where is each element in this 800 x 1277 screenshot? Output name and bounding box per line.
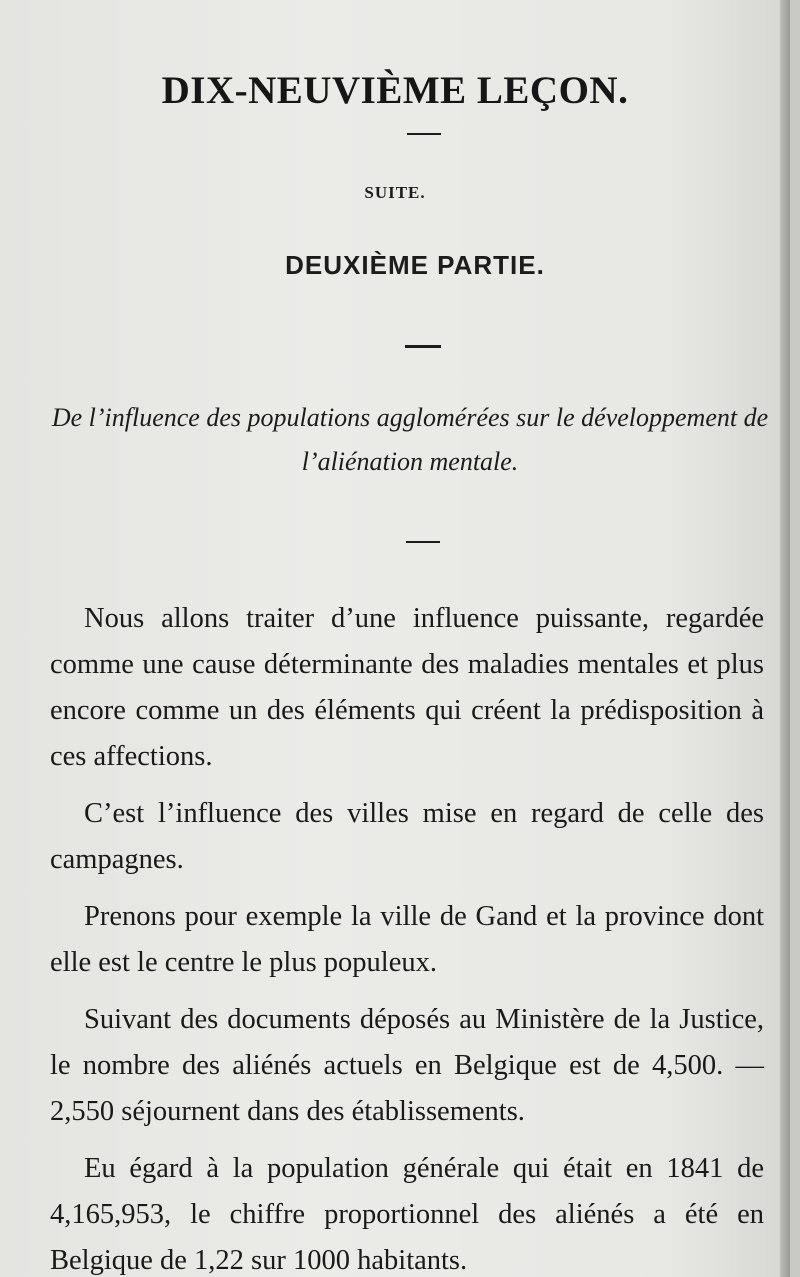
paragraph: Nous allons traiter d’une influence puissante, regardée comme une cause déterminante des maladies mentales et plus encore comme un des éléments qui créent la prédisposition à ces affections. [50, 603, 764, 772]
paragraph: Eu égard à la population générale qui était en 1841 de 4,165,953, le chiffre proportionnel des aliénés a été en Belgique de 1,22 sur 1000 habitants. [50, 1153, 764, 1276]
part-heading: DEUXIÈME PARTIE. [285, 250, 545, 280]
suite-label: SUITE. [364, 183, 426, 202]
page-edge [780, 0, 790, 1277]
paragraph: Prenons pour exemple la ville de Gand et la province dont elle est le centre le plus populeux. [50, 901, 764, 978]
body-text [50, 596, 764, 1277]
title-divider [407, 133, 441, 135]
paragraph: Suivant des documents déposés au Ministère de la Justice, le nombre des aliénés actuels en Belgique est de 4,500. — 2,550 séjournent dans des établissements. [50, 1004, 764, 1127]
paragraph: C’est l’influence des villes mise en regard de celle des campagnes. [50, 798, 764, 875]
part-divider [405, 345, 441, 348]
subtitle-divider [406, 541, 440, 543]
section-subtitle: De l’influence des populations agglomérées sur le développement de l’aliénation mentale. [51, 403, 769, 476]
lesson-title: DIX-NEUVIÈME LEÇON. [161, 69, 629, 113]
